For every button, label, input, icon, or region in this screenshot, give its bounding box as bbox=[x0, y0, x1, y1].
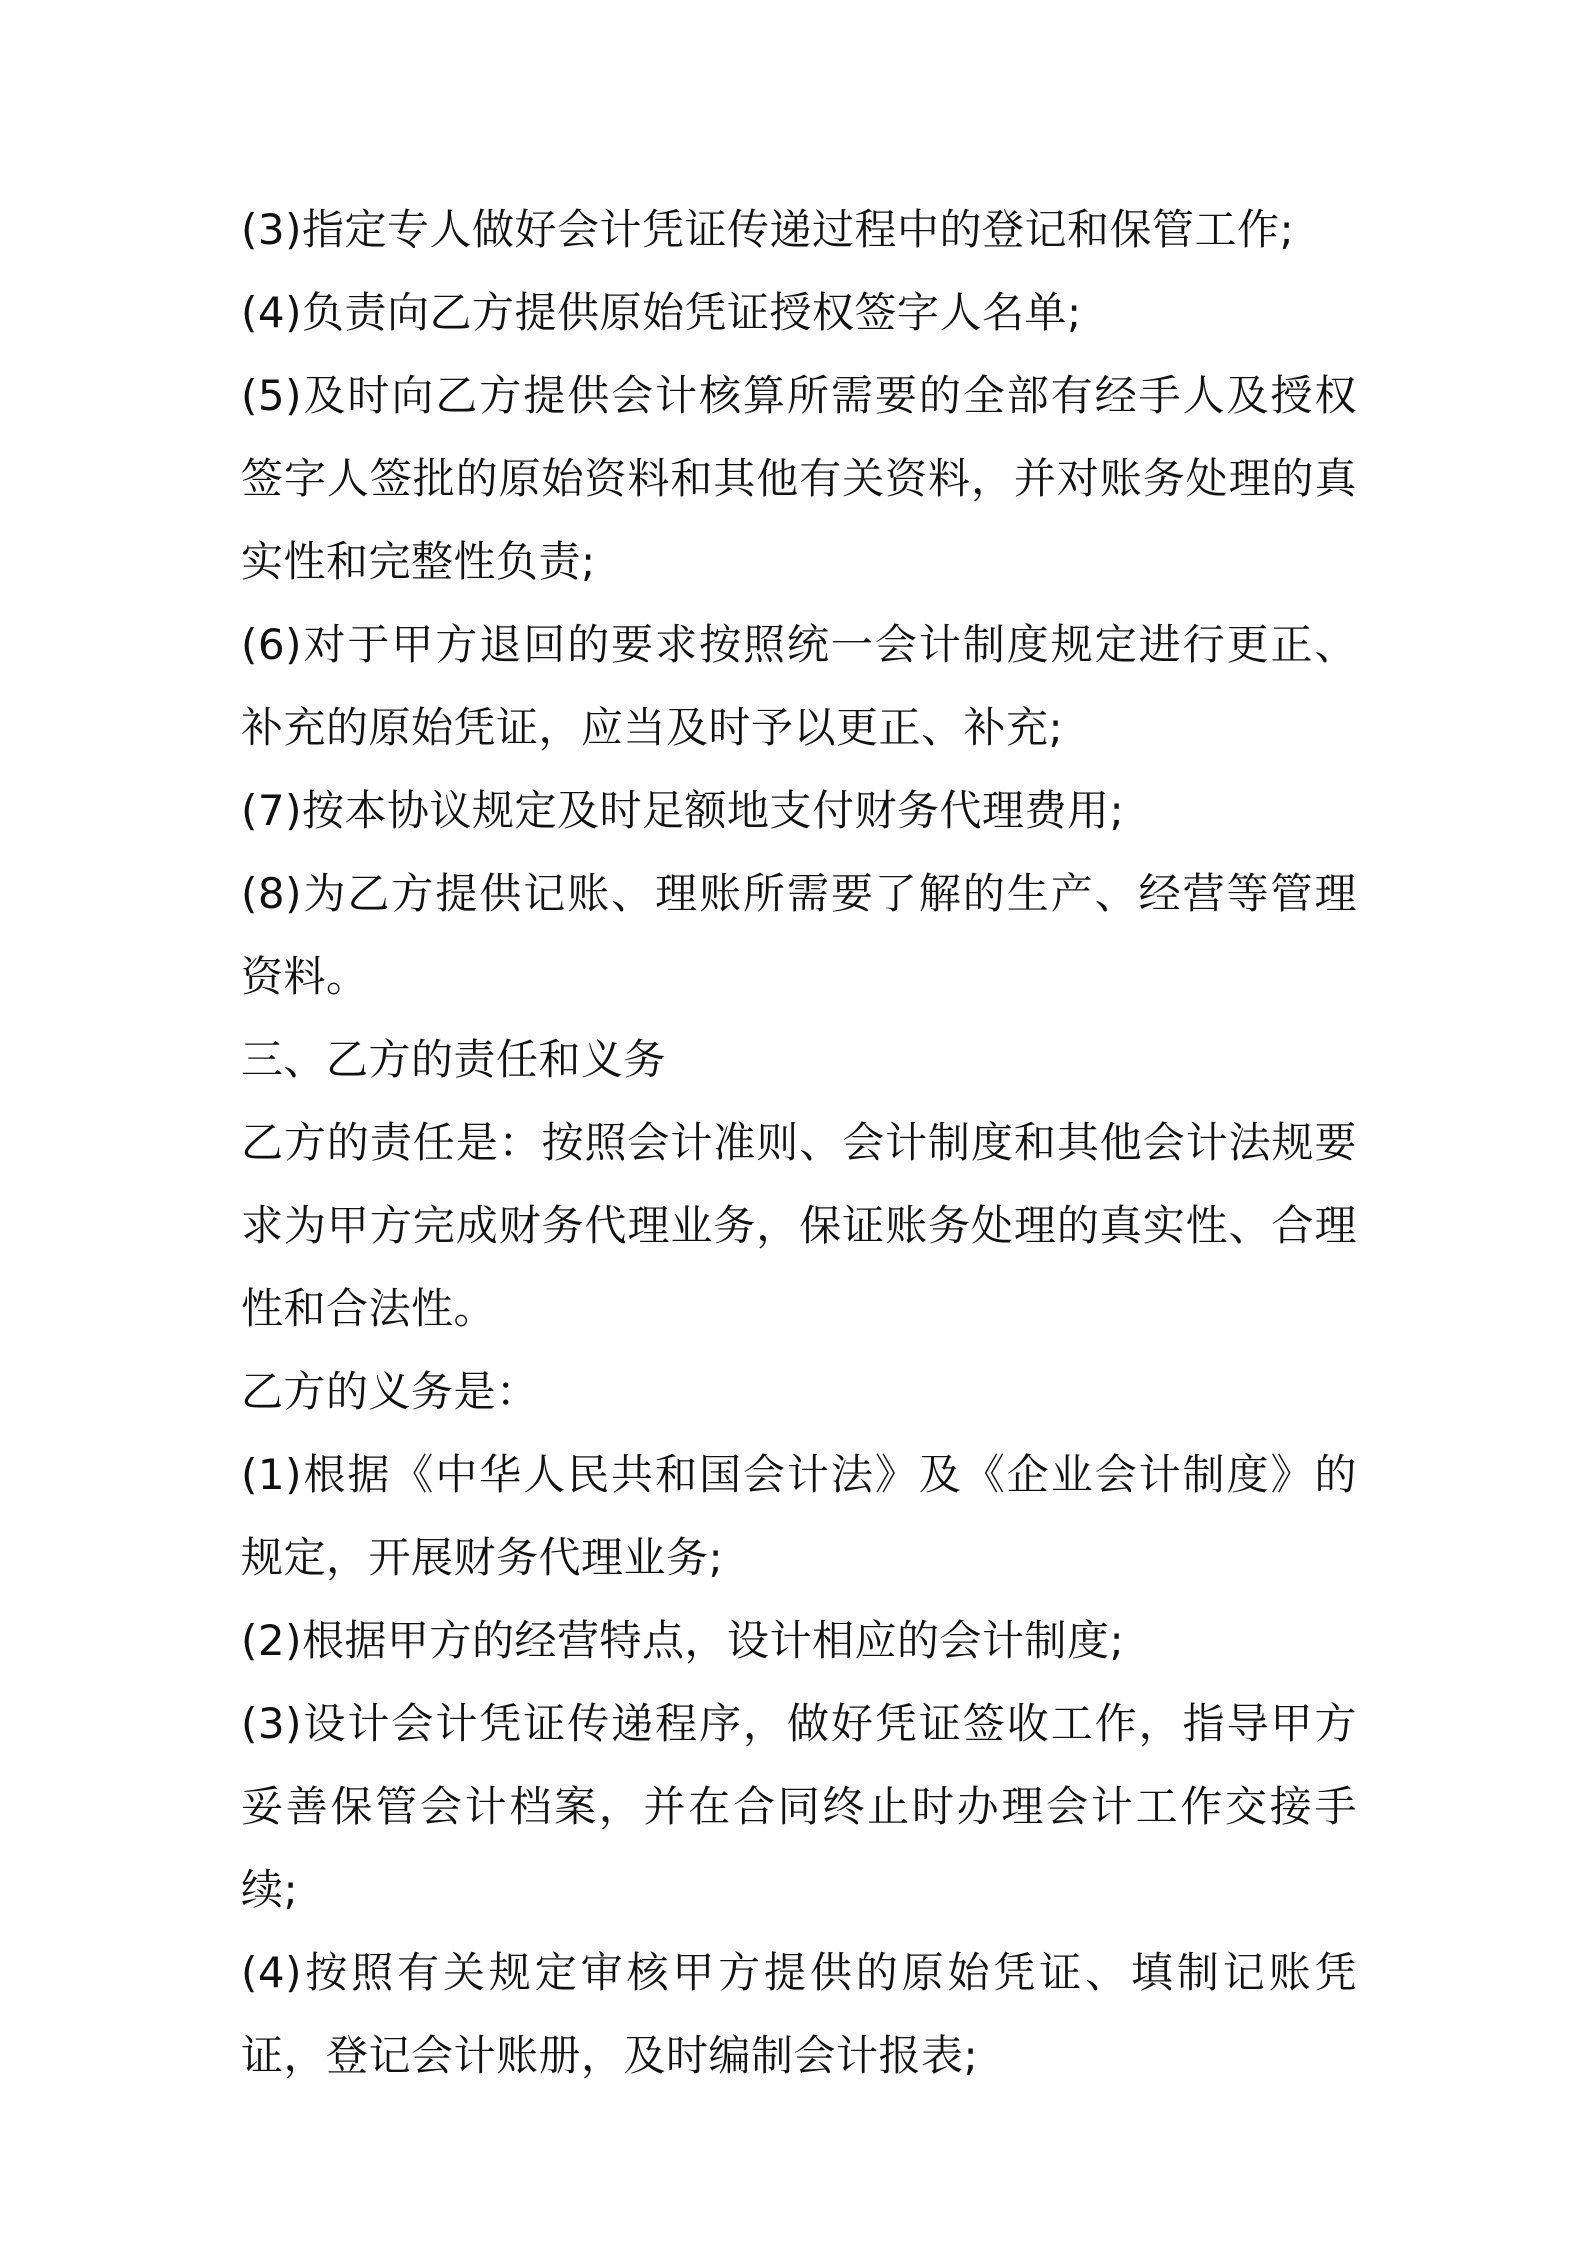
clause-b1-paragraph: (1)根据《中华人民共和国会计法》及《企业会计制度》的规定，开展财务代理业务; bbox=[241, 1450, 1357, 1582]
clause-b3-paragraph: (3)设计会计凭证传递程序，做好凭证签收工作，指导甲方妥善保管会计档案，并在合同终止时办理会计工作交接手续; bbox=[241, 1699, 1357, 1914]
clause-b4-paragraph: (4)按照有关规定审核甲方提供的原始凭证、填制记账凭证，登记会计账册，及时编制会计报表; bbox=[241, 1948, 1357, 2080]
clause-a3-paragraph: (3)指定专人做好会计凭证传递过程中的登记和保管工作; bbox=[241, 205, 1295, 254]
section-heading: 三、乙方的责任和义务 bbox=[241, 1035, 667, 1084]
clause-a6-paragraph: (6)对于甲方退回的要求按照统一会计制度规定进行更正、补充的原始凭证，应当及时予以更正、补充; bbox=[241, 620, 1357, 752]
clause-a5-paragraph: (5)及时向乙方提供会计核算所需要的全部有经手人及授权签字人签批的原始资料和其他有关资料，并对账务处理的真实性和完整性负责; bbox=[241, 371, 1357, 586]
obligations-intro: 乙方的义务是： bbox=[241, 1367, 539, 1416]
responsibility-paragraph: 乙方的责任是：按照会计准则、会计制度和其他会计法规要求为甲方完成财务代理业务，保证账务处理的真实性、合理性和合法性。 bbox=[241, 1118, 1357, 1333]
clause-a4-paragraph: (4)负责向乙方提供原始凭证授权签字人名单; bbox=[241, 288, 1082, 337]
clause-a8-paragraph: (8)为乙方提供记账、理账所需要了解的生产、经营等管理资料。 bbox=[241, 869, 1357, 1001]
clause-a7-paragraph: (7)按本协议规定及时足额地支付财务代理费用; bbox=[241, 786, 1125, 835]
clause-b2-paragraph: (2)根据甲方的经营特点，设计相应的会计制度; bbox=[241, 1616, 1125, 1665]
document-page bbox=[241, 188, 1357, 2097]
